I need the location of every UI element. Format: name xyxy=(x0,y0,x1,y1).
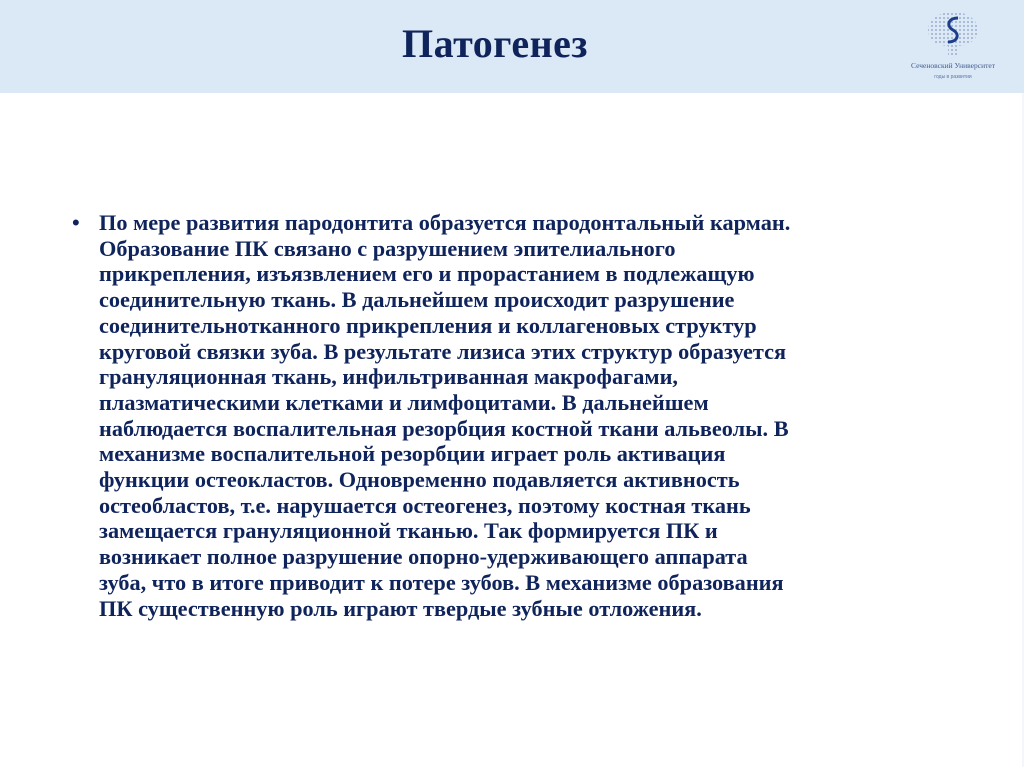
body-line: плазматическими клетками и лимфоцитами. В дальнейшем xyxy=(99,389,709,415)
slide-header xyxy=(0,0,1024,93)
slide-title: Патогенез xyxy=(402,21,588,66)
logo-subcaption: годы в развитии xyxy=(934,74,972,80)
bullet-marker: • xyxy=(72,210,80,235)
body-line: прикрепления, изъязвлением его и прорастанием в подлежащую xyxy=(99,261,755,287)
body-line: возникает полное разрушение опорно-удерживающего аппарата xyxy=(99,544,748,570)
body-line: соединительную ткань. В дальнейшем происходит разрушение xyxy=(99,287,735,313)
logo-caption: Сеченовский Университет xyxy=(911,61,995,70)
university-tree-logo-icon xyxy=(898,8,1008,60)
body-line: зуба, что в итоге приводит к потере зубов. В механизме образования xyxy=(99,569,784,595)
body-line: Образование ПК связано с разрушением эпителиального xyxy=(99,235,676,261)
body-line: ПК существенную роль играют твердые зубные отложения. xyxy=(99,595,702,621)
body-line: наблюдается воспалительная резорбция костной ткани альвеолы. В xyxy=(99,415,789,441)
body-line: остеобластов, т.е. нарушается остеогенез, поэтому костная ткань xyxy=(99,492,751,518)
body-line: замещается грануляционной тканью. Так формируется ПК и xyxy=(99,518,718,544)
body-line: соединительнотканного прикрепления и коллагеновых структур xyxy=(99,312,757,338)
body-line: функции остеокластов. Одновременно подавляется активность xyxy=(99,467,740,493)
slide-body xyxy=(72,210,952,621)
body-line: грануляционная ткань, инфильтриванная макрофагами, xyxy=(99,364,679,390)
body-line: механизме воспалительной резорбции играет роль активация xyxy=(99,441,726,467)
body-line: круговой связки зуба. В результате лизиса этих структур образуется xyxy=(99,338,787,364)
body-line: По мере развития пародонтита образуется пародонтальный карман. xyxy=(99,210,791,235)
body-paragraph xyxy=(72,210,952,621)
university-logo xyxy=(898,8,1008,88)
